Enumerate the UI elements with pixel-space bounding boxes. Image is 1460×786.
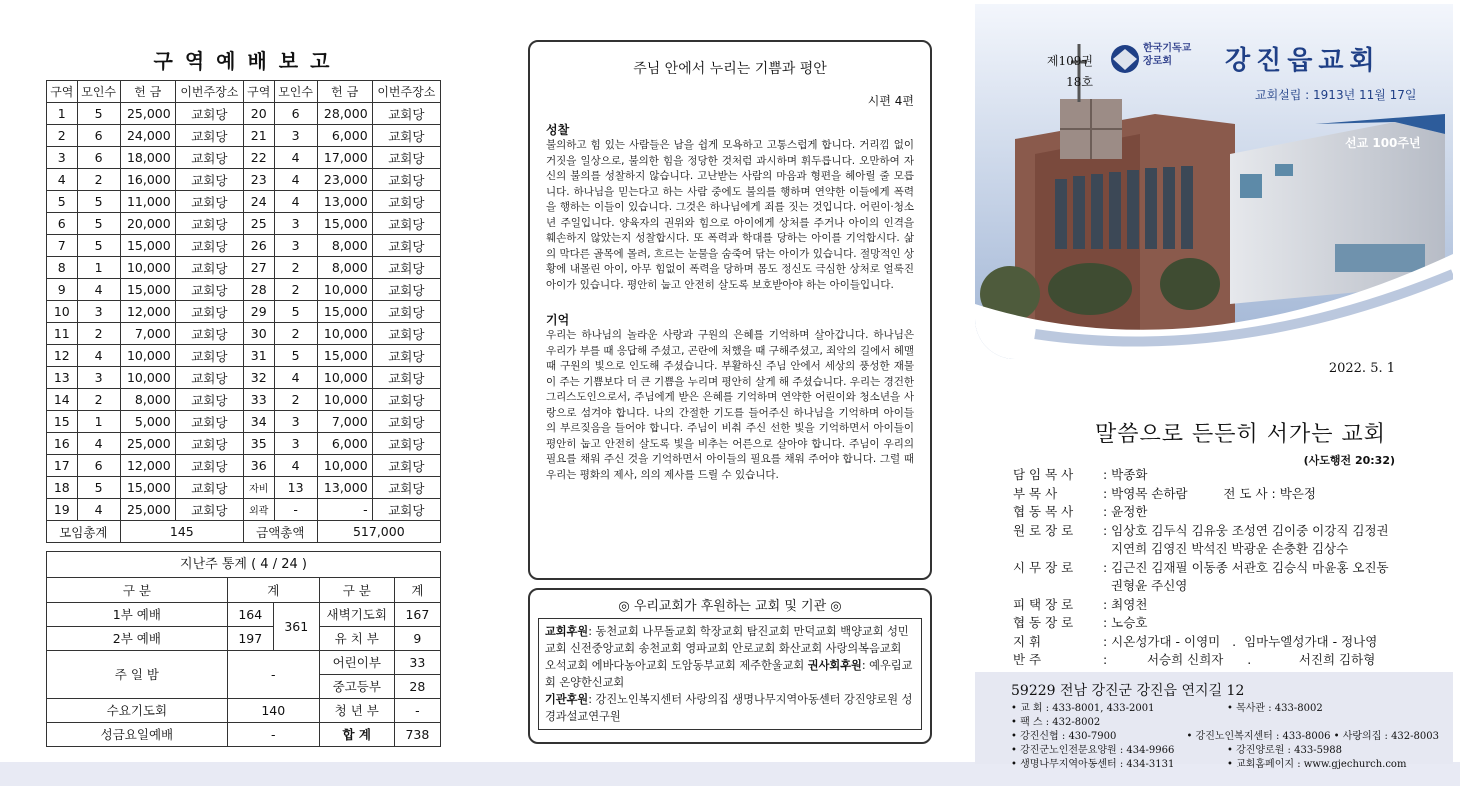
stats-label: 중고등부 [319,674,394,698]
stats-header-gye2: 계 [394,578,440,602]
staff-names: : 노승호 [1103,615,1148,630]
contact-item: • 목사관 : 433-8002 [1227,703,1323,714]
denomination: 한국기독교 장로회 [1143,43,1192,67]
stats-value: 28 [394,674,440,698]
church-motto: 말씀으로 든든히 서가는 교회 [1095,422,1387,447]
table-cell: 교회당 [372,279,440,301]
support-list [538,618,922,730]
contact-item: • 강진노인복지센터 : 433-8006 • 사랑의집 : 432-8003 [1186,731,1439,742]
table-cell: 10,000 [120,257,175,279]
table-cell: 12,000 [120,301,175,323]
table-cell: 21 [243,125,274,147]
table-cell: 15,000 [120,477,175,499]
staff-names: : 서승희 신희자 . 서진희 김하형 [1103,652,1376,667]
table-cell: 교회당 [372,147,440,169]
table-cell: 25,000 [120,433,175,455]
table-row [47,433,441,455]
table-cell: 17 [47,455,78,477]
total-money: 517,000 [317,521,440,543]
table-cell: 26 [243,235,274,257]
stats-value: 9 [394,626,440,650]
table-cell: 교회당 [175,367,243,389]
contact-row [1011,702,1439,716]
table-row [47,147,441,169]
table-cell: 23 [243,169,274,191]
support-label: 교회후원 [545,625,589,638]
stats-value: 140 [227,698,319,722]
staff-names: 지연희 김영진 박석진 박광운 손충환 김상수 [1103,541,1349,556]
table-cell: 교회당 [372,169,440,191]
table-cell: 30 [243,323,274,345]
table-row [47,301,441,323]
stats-value: - [227,650,319,698]
column-header: 헌 금 [120,81,175,103]
table-cell: 교회당 [175,477,243,499]
table-cell: 10,000 [317,455,372,477]
column-header: 이번주장소 [372,81,440,103]
support-title: ◎ 우리교회가 후원하는 교회 및 기관 ◎ [618,599,842,614]
table-cell: 2 [47,125,78,147]
staff-row [1013,503,1433,522]
contact-item: • 팩 스 : 432-8002 [1011,717,1101,728]
right-panel [975,4,1453,770]
scripture-reference: 시편 4편 [867,94,914,108]
staff-role [1013,540,1103,559]
stats-label: 새벽기도회 [319,602,394,626]
table-cell: 2 [274,279,317,301]
table-cell: 교회당 [372,477,440,499]
table-cell: 18 [47,477,78,499]
table-cell: 교회당 [372,323,440,345]
table-cell: 자비 [243,477,274,499]
table-cell: 교회당 [175,301,243,323]
table-cell: 5 [77,213,120,235]
table-cell: 3 [274,213,317,235]
stats-header-gye: 계 [227,578,319,602]
table-cell: 3 [274,125,317,147]
table-row [47,257,441,279]
contact-item: • 교 회 : 433-8001, 433-2001 [1011,703,1155,714]
table-cell: 교회당 [175,455,243,477]
table-cell: 교회당 [175,191,243,213]
table-row [47,103,441,125]
section-body: 불의하고 힘 있는 사람들은 남을 쉽게 모욕하고 고통스럽게 합니다. 거리낌 없이 거짓을 일상으로, 불의한 힘을 정당한 것처럼 과시하며 휘두릅니다. 오만하여 자신의 불의를 성찰하지 않습니다. 고난받는 사람의 마음과 형편을 헤아릴 줄 모릅니다. 하나님을 믿는다고 하는 사람 중에도 불의를 행하며 연약한 이들에게 폭력을 행하는 이들이 있습니다. 그것은 하나님에게 죄를 짓는 것입니다. 어린이·청소년 주일입니다. 양육자의 권위와 힘으로 아이에게 상처를 주거나 아이의 인격을 훼손하지 않았는지 성찰합시다. 또 폭력과 학대를 당하는 아이를 기억합시다. 삶의 막다른 골목에 몰려, 흐르는 눈물을 숨죽여 닦는 아이가 있습니다. 절망적인 상황에 내몰린 아이, 아무 힘없이 폭력을 당하며 몸도 정신도 극심한 상처로 얼룩진 아이가 있습니다. 평안히 눕고 안전히 살도록 보호받아야 하는 아이들입니다. [546,139,914,291]
table-cell: 교회당 [175,499,243,521]
table-cell: 15,000 [120,235,175,257]
staff-row [1013,651,1433,670]
table-row [47,499,441,521]
table-cell: 10,000 [120,367,175,389]
table-cell: 28 [243,279,274,301]
column-header: 모인수 [77,81,120,103]
table-cell: 6 [77,147,120,169]
stats-header-gubun2: 구 분 [319,578,394,602]
table-cell: 4 [47,169,78,191]
table-cell: 6,000 [317,125,372,147]
stats-label: 합 계 [319,722,394,746]
table-cell: 교회당 [372,345,440,367]
table-cell: 10,000 [317,279,372,301]
table-cell: 4 [77,345,120,367]
staff-names: : 시온성가대 - 이영미 . 임마누엘성가대 - 정나영 [1103,633,1378,649]
staff-names: : 임상호 김두식 김유웅 조성연 김이중 이강직 김정권 [1103,522,1389,538]
motto-reference: (사도행전 20:32) [1303,454,1395,467]
table-row [47,367,441,389]
staff-names: : 윤정한 [1103,504,1148,519]
column-header: 구역 [47,81,78,103]
staff-role: 협 동 장 로 [1013,615,1074,630]
table-cell: 6,000 [317,433,372,455]
stats-title: 지난주 통계 ( 4 / 24 ) [47,552,440,578]
table-cell: 14 [47,389,78,411]
table-cell: 3 [274,235,317,257]
table-row [47,345,441,367]
staff-row [1013,614,1433,633]
table-cell: 4 [274,455,317,477]
table-cell: 24,000 [120,125,175,147]
table-row [47,169,441,191]
meditation-title: 주님 안에서 누리는 기쁨과 평안 [633,61,827,77]
staff-row [1013,577,1433,596]
table-cell: 25,000 [120,103,175,125]
table-cell: 15,000 [317,345,372,367]
stats-value: 33 [394,650,440,674]
table-cell: 교회당 [372,235,440,257]
table-cell: 교회당 [372,411,440,433]
table-cell: 10,000 [317,389,372,411]
table-cell: 12,000 [120,455,175,477]
column-header: 구역 [243,81,274,103]
stats-value: - [394,698,440,722]
staff-role [1013,577,1103,596]
church-name: 강진읍교회 [1225,46,1381,76]
table-cell: 4 [77,279,120,301]
staff-role: 협 동 목 사 [1013,504,1074,519]
table-cell: 10,000 [120,345,175,367]
staff-role: 피 택 장 로 [1013,596,1074,612]
contact-row [1011,716,1439,730]
table-cell: 4 [274,367,317,389]
table-cell: 3 [77,301,120,323]
support-text: : 예우림교회 온양한신교회 [545,659,913,689]
stats-label: 2부 예배 [47,626,227,650]
stats-label: 주 일 밤 [47,650,227,698]
staff-row [1013,633,1433,652]
table-cell: 7 [47,235,78,257]
contact-item: • 교회홈페이지 : www.gjechurch.com [1227,759,1407,770]
table-cell: - [274,499,317,521]
table-cell: 5 [274,301,317,323]
table-cell: 35 [243,433,274,455]
table-row [47,323,441,345]
anniversary-banner: 선교 100주년 [1345,136,1421,150]
table-cell: 5 [274,345,317,367]
table-cell: - [317,499,372,521]
table-cell: 15,000 [317,301,372,323]
table-cell: 34 [243,411,274,433]
table-cell: 교회당 [175,147,243,169]
staff-role: 지 휘 [1013,633,1042,649]
total-money-label: 금액총액 [243,521,317,543]
founded-date: 교회설립 : 1913년 11월 17일 [1255,88,1417,102]
table-cell: 교회당 [372,191,440,213]
table-cell: 10,000 [317,323,372,345]
staff-role: 시 무 장 로 [1013,559,1074,575]
staff-role: 반 주 [1013,652,1042,667]
staff-list [1013,466,1433,670]
table-row [47,279,441,301]
table-cell: 33 [243,389,274,411]
staff-row [1013,466,1433,485]
table-cell: 19 [47,499,78,521]
stats-value: 164 [227,602,273,626]
staff-role: 부 목 사 [1013,485,1058,501]
table-cell: 교회당 [372,499,440,521]
stats-value: 167 [394,602,440,626]
table-cell: 교회당 [372,213,440,235]
table-cell: 20,000 [120,213,175,235]
table-cell: 5 [77,477,120,499]
table-cell: 교회당 [175,169,243,191]
table-cell: 1 [77,257,120,279]
table-cell: 7,000 [317,411,372,433]
contact-row [1011,730,1439,744]
stats-value: 361 [273,602,319,650]
district-report-title: 구역예배보고 [153,49,342,73]
table-cell: 교회당 [372,367,440,389]
staff-names: : 박종화 [1103,467,1148,482]
staff-names: : 김근진 김재필 이동종 서관호 김승식 마윤홍 오진동 [1103,559,1389,575]
table-cell: 3 [77,367,120,389]
table-row [47,411,441,433]
table-cell: 교회당 [372,257,440,279]
stats-header-gubun: 구 분 [47,578,227,602]
stats-label: 1부 예배 [47,602,227,626]
table-cell: 12 [47,345,78,367]
table-cell: 5 [77,235,120,257]
meditation-box [528,40,932,580]
table-cell: 4 [274,169,317,191]
staff-row [1013,559,1433,578]
table-cell: 8,000 [317,257,372,279]
table-row [47,235,441,257]
table-cell: 교회당 [175,433,243,455]
table-cell: 5 [77,103,120,125]
section-heading: 기억 [546,313,570,327]
table-cell: 2 [274,389,317,411]
support-label: 기관후원 [545,693,589,706]
table-cell: 28,000 [317,103,372,125]
cover-photo [975,4,1453,359]
table-cell: 15,000 [317,213,372,235]
table-cell: 교회당 [372,389,440,411]
column-header: 이번주장소 [175,81,243,103]
table-cell: 23,000 [317,169,372,191]
table-row [47,191,441,213]
table-cell: 교회당 [175,411,243,433]
table-cell: 1 [77,411,120,433]
table-cell: 13 [274,477,317,499]
table-cell: 교회당 [175,103,243,125]
table-cell: 6 [77,455,120,477]
table-cell: 20 [243,103,274,125]
table-cell: 3 [274,433,317,455]
table-cell: 외곽 [243,499,274,521]
stats-label: 어린이부 [319,650,394,674]
total-count: 145 [120,521,243,543]
issue-info [1013,52,1093,90]
table-cell: 교회당 [372,301,440,323]
staff-row [1013,540,1433,559]
table-cell: 17,000 [317,147,372,169]
volume-number: 제109권 [1046,54,1093,68]
table-cell: 4 [77,433,120,455]
table-cell: 11 [47,323,78,345]
table-cell: 8 [47,257,78,279]
contact-row [1011,744,1439,758]
table-cell: 16 [47,433,78,455]
table-cell: 교회당 [372,125,440,147]
district-table [46,80,441,543]
staff-names: : 박영목 손하람 전 도 사 : 박은정 [1103,485,1316,501]
table-cell: 3 [274,411,317,433]
table-cell: 6 [274,103,317,125]
table-cell: 2 [77,323,120,345]
table-cell: 교회당 [175,213,243,235]
contact-row [1011,758,1439,772]
table-cell: 4 [274,191,317,213]
table-cell: 4 [274,147,317,169]
contact-item: • 강진양로원 : 433-5988 [1227,745,1343,756]
stats-value: 738 [394,722,440,746]
table-cell: 교회당 [175,279,243,301]
stats-value: 197 [227,626,273,650]
table-cell: 4 [77,499,120,521]
table-cell: 3 [47,147,78,169]
total-label: 모임총계 [47,521,121,543]
staff-names: : 최영천 [1103,596,1148,612]
stats-value: - [227,722,319,746]
staff-row [1013,522,1433,541]
stats-table [47,578,440,746]
table-cell: 8,000 [317,235,372,257]
table-cell: 1 [47,103,78,125]
table-cell: 13,000 [317,191,372,213]
contact-item: • 생명나무지역아동센터 : 434-3131 [1011,759,1175,770]
table-cell: 11,000 [120,191,175,213]
address-box [975,672,1453,770]
stats-label: 성금요일예배 [47,722,227,746]
table-cell: 5 [47,191,78,213]
staff-names: 권형윤 주신영 [1103,578,1188,593]
column-header: 모인수 [274,81,317,103]
table-cell: 8,000 [120,389,175,411]
table-row [47,213,441,235]
contact-item: • 강진신협 : 430-7900 [1011,731,1117,742]
table-cell: 13 [47,367,78,389]
table-cell: 9 [47,279,78,301]
table-cell: 교회당 [175,125,243,147]
table-cell: 교회당 [175,323,243,345]
table-cell: 교회당 [175,257,243,279]
table-cell: 교회당 [372,455,440,477]
table-cell: 2 [274,323,317,345]
table-cell: 36 [243,455,274,477]
table-cell: 31 [243,345,274,367]
address: 59229 전남 강진군 강진읍 연지길 12 [1011,683,1245,699]
table-cell: 22 [243,147,274,169]
table-cell: 27 [243,257,274,279]
table-cell: 16,000 [120,169,175,191]
stats-label: 유 치 부 [319,626,394,650]
stats-label: 청 년 부 [319,698,394,722]
table-cell: 13,000 [317,477,372,499]
table-row [47,125,441,147]
issue-number: 18호 [1066,75,1093,89]
table-cell: 10,000 [317,367,372,389]
staff-role: 담 임 목 사 [1013,467,1074,482]
table-cell: 2 [77,389,120,411]
table-row [47,477,441,499]
staff-row [1013,485,1433,504]
section-body: 우리는 하나님의 놀라운 사랑과 구원의 은혜를 기억하며 살아갑니다. 하나님은 우리가 부를 때 응답해 주셨고, 곤란에 처했을 때 구해주셨고, 죄악의 길에서 헤맬 때 구원의 빛으로 인도해 주셨습니다. 부활하신 주님 안에서 세상의 풍성한 재물이 주는 기쁨보다 더 큰 기쁨을 누리며 평안히 살게 해 주셨습니다. 우리는 경건한 그리스도인으로서, 주님에게 받은 은혜를 기억하며 연약한 어린이와 청소년을 사랑으로 섬겨야 합니다. 나의 간절한 기도를 들어주신 하나님을 기억하며 아이들의 부르짖음을 들어야 합니다. 주님이 비춰 주신 선한 빛을 기억하면서 아이들이 평안히 눕고 안전히 살도록 빛을 비추는 어른으로 살아야 합니다. 주님이 우리의 필요를 채워 주신 것을 기억하면서 아이들의 필요를 채워 주어야 합니다. 그럴 때 우리는 평화의 제사, 의의 제사를 드릴 수 있습니다. [546,329,914,481]
table-cell: 15,000 [120,279,175,301]
table-cell: 7,000 [120,323,175,345]
table-cell: 5,000 [120,411,175,433]
table-cell: 25 [243,213,274,235]
table-cell: 교회당 [175,389,243,411]
table-row [47,389,441,411]
support-box [528,588,932,744]
stats-label: 수요기도회 [47,698,227,722]
table-row [47,455,441,477]
table-cell: 2 [77,169,120,191]
table-cell: 교회당 [372,103,440,125]
column-header: 헌 금 [317,81,372,103]
table-cell: 24 [243,191,274,213]
table-cell: 29 [243,301,274,323]
table-cell: 교회당 [372,433,440,455]
table-cell: 2 [274,257,317,279]
table-cell: 6 [47,213,78,235]
table-cell: 18,000 [120,147,175,169]
support-text: : 동천교회 나무돌교회 학장교회 탐진교회 만덕교회 백양교회 성민교회 신전중앙교회 송천교회 영파교회 안로교회 화산교회 사랑의복음교회 오석교회 에바다농아교회 도암동부교회 제주한울교회 [545,625,909,672]
table-cell: 32 [243,367,274,389]
section-heading: 성찰 [546,123,570,137]
table-cell: 15 [47,411,78,433]
stats-box [46,551,441,747]
staff-row [1013,596,1433,615]
support-text: : 강진노인복지센터 사랑의집 생명나무지역아동센터 강진양로원 성경과설교연구원 [545,693,913,723]
table-cell: 교회당 [175,235,243,257]
table-cell: 5 [77,191,120,213]
table-cell: 6 [77,125,120,147]
staff-role: 원 로 장 로 [1013,522,1074,538]
table-cell: 10 [47,301,78,323]
table-cell: 25,000 [120,499,175,521]
left-panel [46,42,441,747]
support-label: 권사회후원 [807,659,862,672]
contact-item: • 강진군노인전문요양원 : 434-9966 [1011,745,1175,756]
table-cell: 교회당 [175,345,243,367]
bulletin-date: 2022. 5. 1 [1328,361,1395,376]
contacts-list [1011,702,1439,772]
